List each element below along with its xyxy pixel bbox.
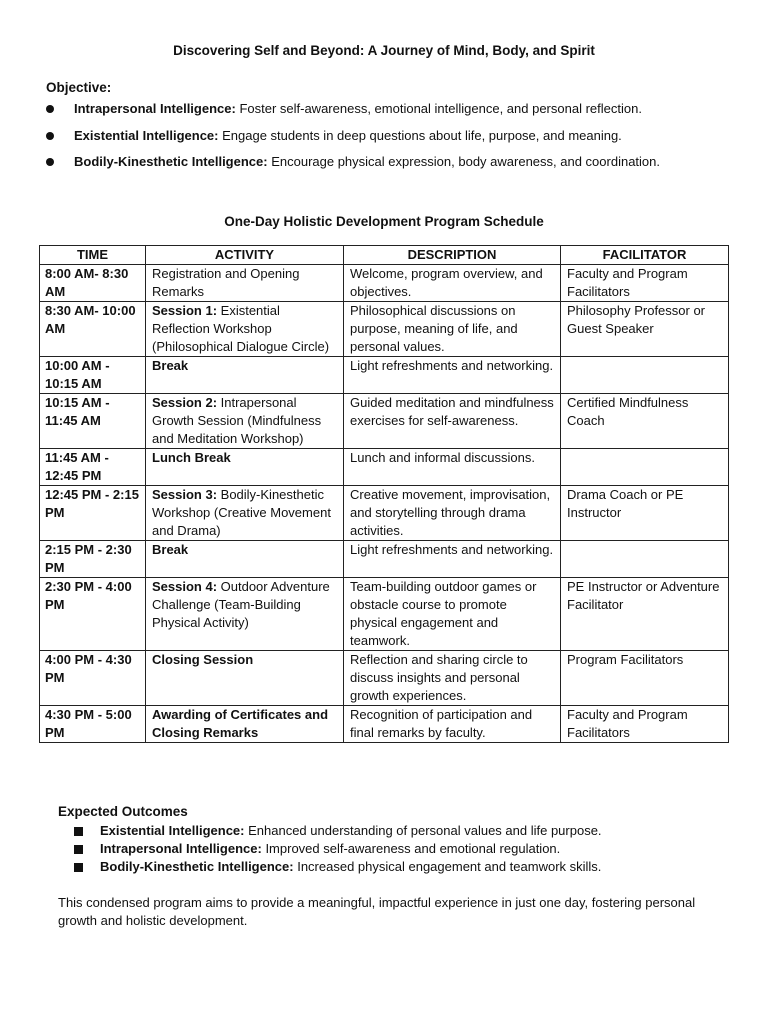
table-row <box>40 265 729 302</box>
activity-text: Existential Reflection Workshop (Philosophical Dialogue Circle) <box>152 303 330 354</box>
facilitator-cell <box>561 541 729 578</box>
activity-cell <box>146 394 344 449</box>
table-header-row <box>40 246 729 265</box>
objective-text: Engage students in deep questions about life, purpose, and meaning. <box>218 127 622 143</box>
activity-bold: Lunch Break <box>152 450 231 465</box>
activity-text: Registration and Opening Remarks <box>152 266 300 299</box>
description-cell: Reflection and sharing circle to discuss insights and personal growth experiences. <box>344 651 561 706</box>
time-cell: 2:15 PM - 2:30 PM <box>40 541 146 578</box>
outcome-term: Existential Intelligence: <box>100 823 245 838</box>
objective-term: Bodily-Kinesthetic Intelligence: <box>74 154 268 169</box>
facilitator-cell: Program Facilitators <box>561 651 729 706</box>
header-activity: ACTIVITY <box>146 246 344 265</box>
square-bullet-icon <box>74 827 83 836</box>
table-row <box>40 541 729 578</box>
activity-bold: Closing Session <box>152 652 254 667</box>
table-row <box>40 486 729 541</box>
outcome-item <box>74 840 754 858</box>
activity-cell <box>146 449 344 486</box>
activity-bold: Break <box>152 358 189 373</box>
description-cell: Guided meditation and mindfulness exercises for self-awareness. <box>344 394 561 449</box>
activity-bold: Awarding of Certificates and Closing Remarks <box>152 707 329 740</box>
description-cell: Light refreshments and networking. <box>344 357 561 394</box>
time-cell: 12:45 PM - 2:15 PM <box>40 486 146 541</box>
time-cell: 8:00 AM- 8:30 AM <box>40 265 146 302</box>
outcome-term: Bodily-Kinesthetic Intelligence: <box>100 859 294 874</box>
bullet-icon <box>46 105 54 113</box>
outcome-text: Increased physical engagement and teamwork skills. <box>293 859 602 874</box>
table-row <box>40 578 729 651</box>
facilitator-cell: PE Instructor or Adventure Facilitator <box>561 578 729 651</box>
outcome-item <box>74 858 754 876</box>
activity-cell <box>146 302 344 357</box>
table-row <box>40 302 729 357</box>
document-title: Discovering Self and Beyond: A Journey of Mind, Body, and Spirit <box>173 43 595 58</box>
activity-cell <box>146 357 344 394</box>
activity-cell <box>146 578 344 651</box>
header-time: TIME <box>40 246 146 265</box>
description-cell: Light refreshments and networking. <box>344 541 561 578</box>
schedule-title: One-Day Holistic Development Program Schedule <box>224 214 544 229</box>
outcome-text: Improved self-awareness and emotional regulation. <box>261 841 561 856</box>
time-cell: 4:00 PM - 4:30 PM <box>40 651 146 706</box>
table-row <box>40 651 729 706</box>
table-row <box>40 357 729 394</box>
facilitator-cell <box>561 449 729 486</box>
header-facilitator: FACILITATOR <box>561 246 729 265</box>
table-row <box>40 449 729 486</box>
facilitator-cell: Drama Coach or PE Instructor <box>561 486 729 541</box>
table-row <box>40 394 729 449</box>
description-cell: Philosophical discussions on purpose, meaning of life, and personal values. <box>344 302 561 357</box>
activity-bold: Break <box>152 542 189 557</box>
table-row <box>40 706 729 743</box>
time-cell: 10:00 AM - 10:15 AM <box>40 357 146 394</box>
facilitator-cell: Faculty and Program Facilitators <box>561 706 729 743</box>
time-cell: 11:45 AM - 12:45 PM <box>40 449 146 486</box>
description-cell: Team-building outdoor games or obstacle course to promote physical engagement and teamwork. <box>344 578 561 651</box>
activity-bold: Session 4: <box>152 579 218 594</box>
facilitator-cell: Philosophy Professor or Guest Speaker <box>561 302 729 357</box>
time-cell: 4:30 PM - 5:00 PM <box>40 706 146 743</box>
activity-bold: Session 1: <box>152 303 218 318</box>
square-bullet-icon <box>74 845 83 854</box>
activity-cell <box>146 706 344 743</box>
description-cell: Lunch and informal discussions. <box>344 449 561 486</box>
activity-bold: Session 3: <box>152 487 218 502</box>
outcome-item <box>74 822 754 840</box>
bullet-icon <box>46 132 54 140</box>
objective-item <box>44 100 744 127</box>
facilitator-cell: Certified Mindfulness Coach <box>561 394 729 449</box>
schedule-table <box>39 245 729 743</box>
activity-cell <box>146 486 344 541</box>
objective-list <box>44 100 744 180</box>
description-cell: Creative movement, improvisation, and storytelling through drama activities. <box>344 486 561 541</box>
objective-term: Existential Intelligence: <box>74 127 219 143</box>
objective-text: Foster self-awareness, emotional intelligence, and personal reflection. <box>235 101 642 116</box>
activity-text: Intrapersonal Growth Session (Mindfulness and Meditation Workshop) <box>152 395 322 446</box>
header-description: DESCRIPTION <box>344 246 561 265</box>
square-bullet-icon <box>74 863 83 872</box>
activity-text: Outdoor Adventure Challenge (Team-Building Physical Activity) <box>152 579 330 630</box>
activity-cell <box>146 265 344 302</box>
time-cell: 2:30 PM - 4:00 PM <box>40 578 146 651</box>
description-cell: Welcome, program overview, and objectives. <box>344 265 561 302</box>
activity-cell <box>146 541 344 578</box>
description-cell: Recognition of participation and final remarks by faculty. <box>344 706 561 743</box>
time-cell: 8:30 AM- 10:00 AM <box>40 302 146 357</box>
activity-text: Bodily-Kinesthetic Workshop (Creative Movement and Drama) <box>152 487 331 538</box>
outcomes-heading: Expected Outcomes <box>58 804 188 819</box>
objective-term: Intrapersonal Intelligence: <box>74 101 236 116</box>
activity-bold: Session 2: <box>152 395 218 410</box>
outcome-text: Enhanced understanding of personal values and life purpose. <box>244 823 602 838</box>
bullet-icon <box>46 158 54 166</box>
outcome-term: Intrapersonal Intelligence: <box>100 841 262 856</box>
closing-paragraph: This condensed program aims to provide a meaningful, impactful experience in just one day, fostering personal growth and holistic development. <box>58 895 696 928</box>
objective-item <box>44 127 744 154</box>
facilitator-cell: Faculty and Program Facilitators <box>561 265 729 302</box>
outcomes-list <box>74 822 754 876</box>
objective-text: Encourage physical expression, body awareness, and coordination. <box>267 154 660 169</box>
objective-heading: Objective: <box>46 80 112 95</box>
activity-cell <box>146 651 344 706</box>
facilitator-cell <box>561 357 729 394</box>
objective-item <box>44 153 744 180</box>
time-cell: 10:15 AM - 11:45 AM <box>40 394 146 449</box>
